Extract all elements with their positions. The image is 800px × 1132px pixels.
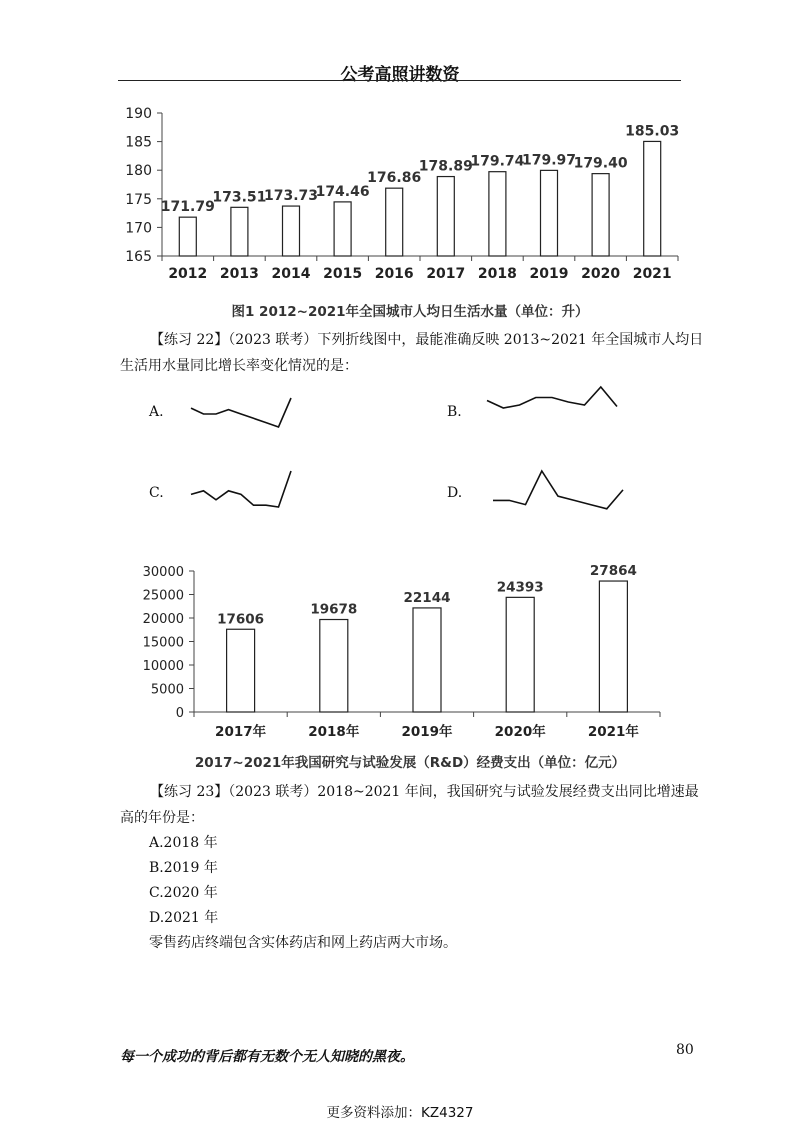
bar [283,206,300,256]
bar-value-label: 179.40 [573,155,628,172]
x-category-label: 2021年 [587,724,639,740]
bar [334,202,351,256]
header-divider [118,80,681,81]
bar-value-label: 24393 [496,579,544,596]
q22-option-d-letter[interactable]: D. [447,485,463,501]
q22-option-c-letter[interactable]: C. [149,485,164,501]
q22-option-d-line-chart[interactable] [490,468,626,516]
x-category-label: 2016 [374,266,414,282]
y-tick-label: 190 [125,106,152,122]
q22-text-line2: 生活用水量同比增长率变化情况的是： [120,358,358,374]
q23-text-line2: 高的年份是： [120,810,204,826]
x-category-label: 2018 [477,266,517,282]
sparkline-path [487,387,617,408]
chart2-caption: 2017~2021年我国研究与试验发展（R&D）经费支出（单位：亿元） [194,755,626,771]
q22-option-b-line-chart[interactable] [484,384,620,420]
bar-value-label: 19678 [310,601,358,618]
sparkline-path [191,471,291,507]
y-tick-label: 30000 [142,565,184,580]
y-tick-label: 10000 [142,659,184,674]
bar [437,177,454,256]
q22-option-c-line-chart[interactable] [188,468,294,510]
bar [599,581,627,712]
page-header-title: 公考高照讲数资 [340,65,460,85]
x-category-label: 2017年 [215,724,267,740]
bar-value-label: 27864 [589,563,637,580]
bar [227,629,255,712]
q23-option-d[interactable]: D.2021 年 [149,910,219,926]
bar [231,207,248,256]
y-tick-label: 170 [125,220,152,237]
sparkline-path [493,471,623,509]
bar-value-label: 179.97 [521,152,577,169]
q23-option-c[interactable]: C.2020 年 [149,885,218,901]
x-category-label: 2019 [529,266,569,282]
bar [320,620,348,712]
x-category-label: 2019年 [401,724,453,740]
bar-value-label: 17606 [217,611,265,628]
y-tick-label: 0 [175,706,184,721]
bar-value-label: 171.79 [160,199,215,216]
chart1-caption: 图1 2012~2021年全国城市人均日生活水量（单位：升） [231,304,589,320]
y-tick-label: 15000 [142,635,184,651]
bar [506,597,534,712]
x-category-label: 2018年 [308,724,360,740]
x-category-label: 2015 [323,266,363,282]
bar-value-label: 176.86 [367,170,422,187]
bar [592,174,609,256]
bar-value-label: 173.73 [263,188,319,205]
y-tick-label: 5000 [150,682,184,698]
x-category-label: 2021 [632,266,672,282]
page-number: 80 [676,1042,694,1058]
x-category-label: 2014 [271,266,311,282]
y-tick-label: 165 [125,249,152,265]
bar-value-label: 174.46 [315,183,370,200]
footer-contact: 更多资料添加：KZ4327 [326,1105,474,1121]
rd-expenditure-bar-chart [110,556,670,746]
footer-motto: 每一个成功的背后都有无数个无人知晓的黑夜。 [120,1049,414,1065]
x-category-label: 2012 [168,266,208,282]
bar-value-label: 185.03 [625,123,680,140]
bar [179,217,196,256]
sparkline-path [191,398,291,427]
q23-option-a[interactable]: A.2018 年 [149,835,218,851]
q22-text-line1: 【练习 22】（2023 联考）下列折线图中，最能准确反映 2013~2021 年全国城市人均日 [150,332,704,348]
note-text: 零售药店终端包含实体药店和网上药店两大市场。 [149,935,457,951]
y-tick-label: 20000 [142,612,184,627]
bar [489,172,506,256]
y-tick-label: 175 [125,191,152,208]
x-category-label: 2020 [581,266,621,282]
x-category-label: 2013 [219,266,259,282]
q23-text-line1: 【练习 23】（2023 联考）2018~2021 年间，我国研究与试验发展经费支出同比增速最 [150,784,699,800]
water-usage-bar-chart [110,100,690,300]
bar-value-label: 173.51 [212,189,267,206]
q22-option-a-line-chart[interactable] [188,395,294,430]
y-tick-label: 25000 [142,588,184,604]
bar [644,141,661,256]
bar [413,608,441,712]
q23-option-b[interactable]: B.2019 年 [149,860,218,876]
bar-value-label: 179.74 [470,153,525,170]
q22-option-b-letter[interactable]: B. [447,404,462,420]
bar [541,170,558,256]
y-tick-label: 180 [125,163,152,180]
y-tick-label: 185 [125,134,152,151]
bar [386,188,403,256]
x-category-label: 2017 [426,266,466,282]
x-category-label: 2020年 [494,724,546,740]
bar-value-label: 22144 [403,589,451,606]
bar-value-label: 178.89 [418,158,473,175]
q22-option-a-letter[interactable]: A. [149,404,164,420]
